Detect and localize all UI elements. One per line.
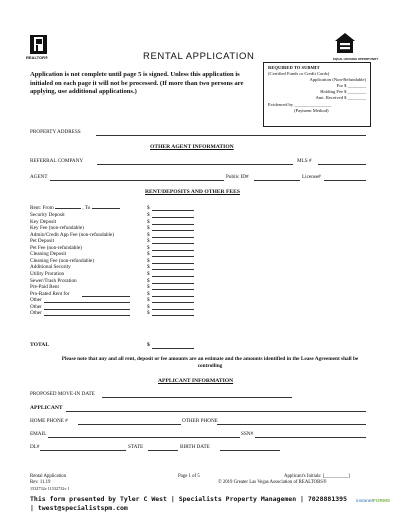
footer-form-name: Rental Application: [30, 474, 67, 479]
eho-label: EQUAL HOUSING OPPORTUNITY: [333, 57, 379, 61]
ssn-field[interactable]: [255, 437, 366, 438]
fee-item-label: Key Fee (non-refundable): [30, 225, 84, 232]
fee-item-dollar: $: [147, 284, 150, 291]
fee-item-amount-field[interactable]: [152, 289, 194, 290]
realtor-logo-icon: [30, 35, 47, 54]
license-field[interactable]: [324, 180, 366, 181]
app-fee-amount: For $ ________: [336, 83, 366, 88]
total-label: TOTAL: [30, 342, 50, 348]
fees-heading: RENT/DEPOSITS AND OTHER FEES: [145, 189, 240, 195]
fee-item-dollar: $: [147, 251, 150, 258]
state-field[interactable]: [148, 450, 178, 451]
fee-item-dollar: $: [147, 231, 150, 238]
fee-item-amount-field[interactable]: [152, 243, 194, 244]
fee-item-label: Security Deposit: [30, 212, 65, 218]
fee-item-label: Cleaning Fee (non-refundable): [30, 257, 94, 264]
rent-to-label: , To: [82, 205, 91, 211]
evidenced-by: Evidenced by ________________: [268, 102, 332, 107]
instanet-text: instanet: [356, 499, 373, 504]
fee-item-amount-field[interactable]: [152, 256, 194, 257]
fee-item-amount-field[interactable]: [152, 302, 194, 303]
fee-item-amount-field[interactable]: [152, 296, 194, 297]
fees-note: Please note that any and all rent, deposit or fee amounts are an estimate and the amounts identified in the Lease Agreement shall be controlling: [61, 356, 359, 369]
realtor-label: REALTOR®: [26, 55, 48, 60]
fee-item-description-field[interactable]: [44, 302, 130, 303]
required-to-submit-box: [263, 62, 371, 127]
fee-item-amount-field[interactable]: [152, 269, 194, 270]
fee-item-label: Pro-Rated Rent for: [30, 290, 70, 297]
email-label: EMAIL: [30, 431, 47, 437]
rent-dollar: $: [147, 205, 150, 211]
fee-item-amount-field[interactable]: [152, 230, 194, 231]
public-id-field[interactable]: [254, 180, 300, 181]
birth-date-field[interactable]: [220, 450, 280, 451]
fee-item-label: Key Deposit: [30, 218, 57, 225]
public-id-label: Public ID#: [226, 174, 249, 180]
fee-item-label: Admin/Credit App Fee (non-refundable): [30, 231, 114, 238]
fee-item-description-field[interactable]: [82, 296, 130, 297]
mls-label: MLS #: [297, 158, 312, 164]
applicant-label: APPLICANT: [30, 405, 63, 411]
footer-page: Page 1 of 5: [178, 474, 200, 479]
fee-item-dollar: $: [147, 303, 150, 310]
fee-item-amount-field[interactable]: [152, 263, 194, 264]
move-in-label: PROPOSED MOVE-IN DATE: [30, 391, 95, 397]
rent-from-label: Rent: From: [30, 205, 54, 211]
license-label: License#: [302, 174, 321, 180]
fee-item-label: Additional Security: [30, 264, 71, 271]
footer-copyright: © 2019 Greater Las Vegas Association of REALTORS®: [218, 480, 327, 485]
fee-item-amount-field[interactable]: [152, 276, 194, 277]
fee-item-dollar: $: [147, 270, 150, 277]
fee-item-dollar: $: [147, 310, 150, 317]
fee-item-dollar: $: [147, 264, 150, 271]
rent-from-field[interactable]: [55, 208, 81, 209]
rent-row: [30, 205, 120, 211]
fee-item-label: Sewer/Trash Proration: [30, 277, 77, 284]
applicant-heading: APPLICANT INFORMATION: [158, 378, 234, 384]
payment-method: (Payment Method): [294, 108, 329, 113]
fee-item-label: Pet Fee (non-refundable): [30, 244, 82, 251]
state-label: STATE: [128, 444, 144, 450]
mls-field[interactable]: [318, 164, 366, 165]
submit-heading: REQUIRED TO SUBMIT: [268, 65, 320, 70]
rent-amount-field[interactable]: [152, 210, 194, 211]
fee-item-amount-field[interactable]: [152, 224, 194, 225]
other-agent-heading: OTHER AGENT INFORMATION: [150, 144, 234, 150]
fee-item-dollar: $: [147, 257, 150, 264]
fee-item-amount-field[interactable]: [152, 315, 194, 316]
ssn-label: SSN#: [241, 431, 254, 437]
other-phone-field[interactable]: [217, 424, 366, 425]
footer-initials[interactable]: Applicant's Initials: [__________]: [284, 474, 350, 479]
footer-rev: Rev. 11.19: [30, 480, 51, 485]
applicant-field[interactable]: [66, 411, 366, 412]
rent-to-field[interactable]: [92, 208, 120, 209]
fee-item-label: Other: [30, 297, 42, 304]
fee-item-amount-field[interactable]: [152, 250, 194, 251]
incomplete-warning: Application is not complete until page 5 is signed. Unless this application is initialed on each page it will not be processed. (If more than two persons are applying, use additional applications.): [30, 71, 244, 95]
move-in-field[interactable]: [102, 397, 292, 398]
amount-received: Amt. Received $ ________: [315, 95, 366, 100]
equal-housing-icon: [334, 32, 356, 56]
total-amount-field[interactable]: [152, 348, 194, 349]
holding-fee: Holding Fee $ ________: [320, 89, 366, 94]
footer-ids: 1532732v 11532732v 1: [30, 486, 70, 491]
fee-item-dollar: $: [147, 218, 150, 225]
fee-item-label: Pre-Paid Rent: [30, 284, 59, 291]
fee-item-dollar: $: [147, 277, 150, 284]
fee-item-description-field[interactable]: [44, 315, 130, 316]
presented-by-banner: This form presented by Tyler C West | Specialists Property Managemen | 7028881395 | twest@specialistspm.com: [30, 495, 347, 512]
home-phone-field[interactable]: [78, 424, 181, 425]
fee-item-dollar: $: [147, 212, 150, 218]
fee-item-dollar: $: [147, 290, 150, 297]
fee-item-amount-field[interactable]: [152, 283, 194, 284]
instanet-forms-text: FORMS: [372, 499, 391, 504]
fee-item-description-field[interactable]: [44, 309, 130, 310]
dl-field[interactable]: [40, 450, 126, 451]
total-dollar: $: [147, 342, 150, 348]
birth-date-label: BIRTH DATE: [180, 444, 210, 450]
agent-field[interactable]: [50, 180, 224, 181]
fee-item-label: Pet Deposit: [30, 238, 55, 245]
home-phone-label: HOME PHONE #: [30, 418, 68, 424]
fee-item-label: Other: [30, 303, 42, 310]
instanet-logo: [356, 499, 390, 504]
referral-company-label: REFERRAL COMPANY: [30, 158, 84, 164]
fee-item-amount-field[interactable]: [152, 217, 194, 218]
fee-item-dollar: $: [147, 297, 150, 304]
agent-label: AGENT: [30, 174, 48, 180]
fee-item-dollar: $: [147, 225, 150, 232]
fee-item-label: Utility Proration: [30, 270, 65, 277]
other-phone-label: OTHER PHONE: [182, 418, 218, 424]
fee-item-label: Cleaning Deposit: [30, 251, 67, 258]
property-address-label: PROPERTY ADDRESS: [30, 129, 81, 135]
referral-company-field[interactable]: [97, 164, 293, 165]
fee-item-amount-field[interactable]: [152, 309, 194, 310]
app-fee-label: Application (Non-Refundable): [309, 77, 366, 82]
fee-item-label: Other: [30, 310, 42, 317]
email-field[interactable]: [48, 437, 240, 438]
fee-item-dollar: $: [147, 244, 150, 251]
submit-subheading: (Certified Funds or Credit Cards): [268, 71, 330, 76]
property-address-field[interactable]: [96, 135, 366, 136]
fee-item-dollar: $: [147, 238, 150, 245]
dl-label: DL#: [30, 444, 40, 450]
fee-item-amount-field[interactable]: [152, 237, 194, 238]
page-title: RENTAL APPLICATION: [143, 51, 255, 62]
